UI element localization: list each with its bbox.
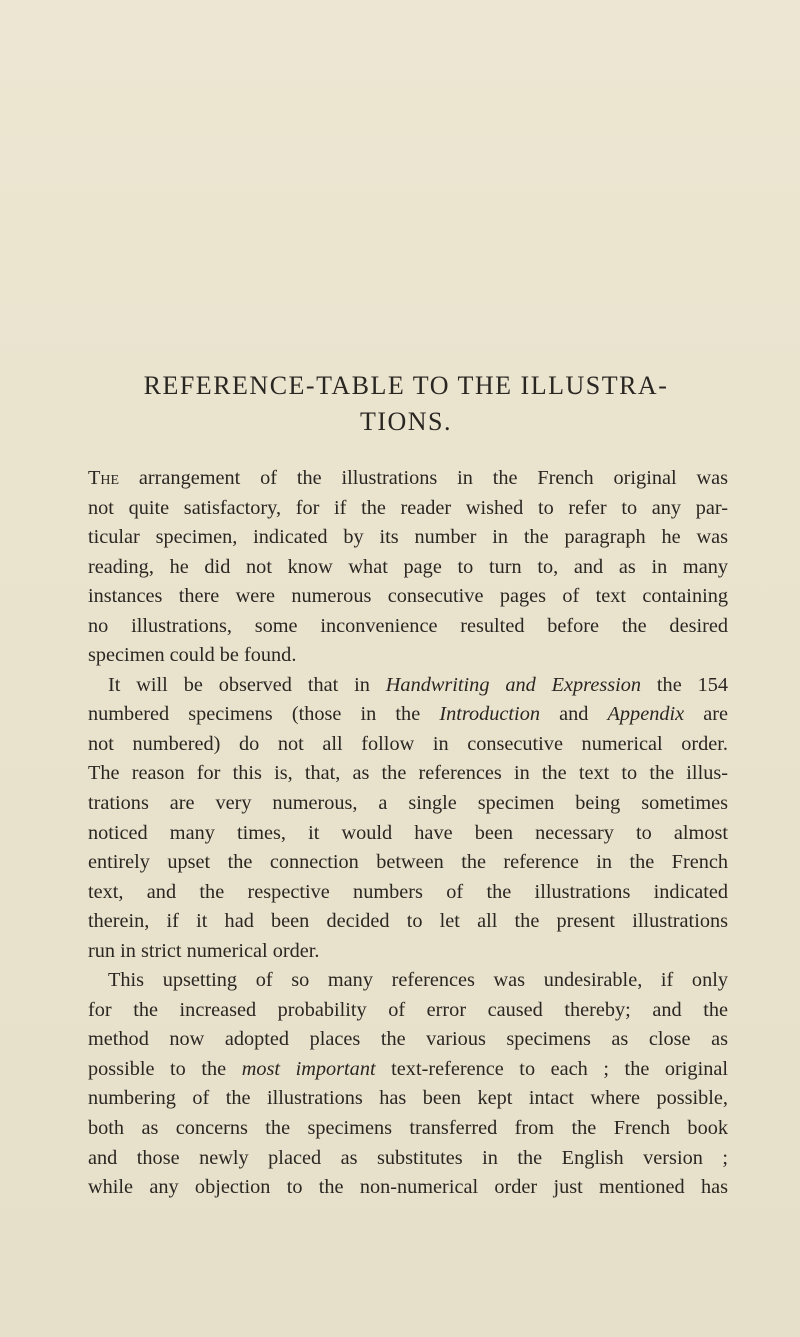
- text-run: therein, if it had been decided to let all the present illustrations: [88, 910, 728, 933]
- text-line: [88, 759, 728, 789]
- italic-text: most important: [241, 1057, 376, 1080]
- text-run: the 154: [641, 673, 728, 696]
- page-title-line-2: TIONS.: [359, 407, 453, 436]
- text-line: [88, 966, 728, 996]
- text-line: [88, 1173, 728, 1203]
- text-run: It will be observed that in: [108, 673, 386, 696]
- text-line: [88, 671, 728, 701]
- text-run: not numbered) do not all follow in consecutive numerical order.: [88, 732, 728, 755]
- text-line: [88, 700, 728, 730]
- text-line: [88, 819, 728, 849]
- text-run: text-reference to each ; the original: [375, 1057, 728, 1080]
- text-line: [88, 612, 728, 642]
- text-line: [88, 494, 728, 524]
- text-line: [88, 878, 728, 908]
- paragraph: [88, 671, 728, 966]
- italic-text: Handwriting and Expression: [385, 673, 642, 696]
- text-run: method now adopted places the various specimens as close as: [88, 1028, 728, 1051]
- text-run: numbering of the illustrations has been kept intact where possible,: [88, 1087, 728, 1110]
- text-line: [88, 1114, 728, 1144]
- text-run: run in strict numerical order.: [88, 939, 320, 962]
- text-run: and those newly placed as substitutes in the English version ;: [88, 1146, 728, 1169]
- text-line: [88, 937, 728, 967]
- text-run: reading, he did not know what page to turn to, and as in many: [88, 555, 728, 578]
- text-line: [88, 641, 728, 671]
- text-run: while any objection to the non-numerical order just mentioned has: [88, 1176, 728, 1199]
- text-line: [88, 523, 728, 553]
- text-run: The: [88, 467, 120, 489]
- text-run: text, and the respective numbers of the illustrations indicated: [88, 880, 728, 903]
- text-run: specimen could be found.: [88, 644, 297, 667]
- text-line: [88, 464, 728, 494]
- text-run: both as concerns the specimens transferred from the French book: [88, 1117, 728, 1140]
- text-line: [88, 1055, 728, 1085]
- text-run: for the increased probability of error caused thereby; and the: [88, 998, 728, 1021]
- text-run: noticed many times, it would have been necessary to almost: [88, 821, 728, 844]
- text-run: no illustrations, some inconvenience resulted before the desired: [88, 614, 728, 637]
- text-run: arrangement of the illustrations in the French original was: [119, 467, 728, 489]
- body-text: [88, 464, 728, 1203]
- text-run: and: [539, 703, 608, 726]
- text-line: [88, 1025, 728, 1055]
- text-run: numbered specimens (those in the: [88, 703, 440, 726]
- paragraph: [88, 966, 728, 1202]
- text-run: ticular specimen, indicated by its number in the paragraph he was: [88, 526, 728, 549]
- text-run: possible to the: [88, 1057, 242, 1080]
- text-run: This upsetting of so many references was undesirable, if only: [108, 969, 728, 992]
- paragraph: [88, 464, 728, 671]
- text-run: not quite satisfactory, for if the reader wished to refer to any par-: [88, 496, 728, 519]
- text-run: entirely upset the connection between the reference in the French: [88, 851, 728, 874]
- text-line: [88, 582, 728, 612]
- text-run: The reason for this is, that, as the references in the text to the illus-: [88, 762, 728, 785]
- text-line: [88, 553, 728, 583]
- text-run: trations are very numerous, a single specimen being sometimes: [88, 792, 728, 815]
- text-run: are: [684, 703, 729, 726]
- italic-text: Introduction: [439, 703, 540, 726]
- text-line: [88, 1084, 728, 1114]
- text-line: [88, 848, 728, 878]
- text-run: instances there were numerous consecutive pages of text containing: [88, 585, 728, 608]
- text-line: [88, 996, 728, 1026]
- text-line: [88, 789, 728, 819]
- italic-text: Appendix: [607, 703, 685, 726]
- text-line: [88, 1144, 728, 1174]
- page-title-line-1: REFERENCE-TABLE TO THE ILLUSTRA-: [143, 371, 669, 400]
- text-line: [88, 907, 728, 937]
- text-line: [88, 730, 728, 760]
